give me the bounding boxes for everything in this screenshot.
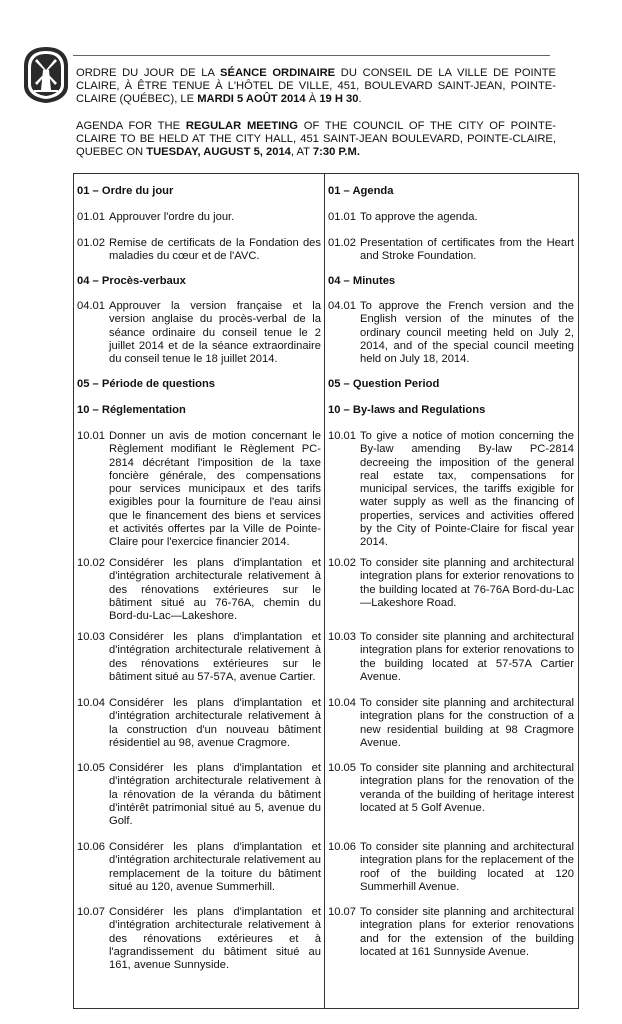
item-text: Approuver l'ordre du jour. [109, 211, 235, 223]
item-text: To consider site planning and architectural integration plans for the construction of a new residential building at 98 Cragmore Avenue. [360, 697, 574, 749]
header-rule [73, 55, 550, 56]
item-text: To consider site planning and architectural integration plans for exterior renovations to the building located at 57-57A Cartier Avenue. [360, 631, 574, 683]
item-text: To consider site planning and architectural integration plans for the renovation of the veranda of the building of heritage interest located at 5 Golf Avenue. [360, 762, 574, 814]
agenda-item [328, 237, 574, 264]
item-text: Considérer les plans d'implantation et d'intégration architecturale relativement à des rénovations extérieures sur le bâtiment situé au 57-57A, avenue Cartier. [109, 631, 321, 683]
item-text: Considérer les plans d'implantation et d'intégration architecturale relativement à la construction d'un nouveau bâtiment résidentiel au 98, avenue Cragmore. [109, 697, 321, 749]
agenda-item [77, 631, 321, 684]
agenda-item [328, 906, 574, 959]
section-heading: 05 – Question Period [328, 378, 440, 390]
item-number: 01.01 [77, 211, 105, 223]
agenda-item [77, 841, 321, 894]
agenda-item [328, 430, 574, 550]
agenda-item [77, 762, 321, 828]
agenda-item [77, 237, 321, 264]
agenda-item [77, 906, 321, 972]
agenda-item [77, 697, 321, 750]
item-text: Approuver la version française et la version anglaise du procès-verbal de la séance ordinaire du conseil tenue le 2 juillet 2014 et de la séance extraordinaire du conseil tenue le 18 juillet 2014. [109, 300, 321, 366]
agenda-item [328, 762, 574, 815]
item-number: 10.07 [328, 906, 356, 918]
agenda-item [328, 841, 574, 894]
item-text: Considérer les plans d'implantation et d'intégration architecturale relativement au remplacement de la toiture du bâtiment situé au 120, avenue Summerhill. [109, 841, 321, 893]
item-number: 10.06 [77, 841, 105, 853]
agenda-item [328, 300, 574, 366]
agenda-item [328, 631, 574, 684]
item-number: 10.03 [77, 631, 105, 643]
item-text: Donner un avis de motion concernant le Règlement modifiant le Règlement PC-2814 décrétant l'imposition de la taxe foncière générale, des compensations pour services municipaux et des tarifs exigibles pour la fourniture de l'eau ainsi que le financement des biens et services et activités offertes par la Ville de Pointe-Claire pour l'exercice financier 2014. [109, 430, 321, 549]
item-text: To consider site planning and architectural integration plans for exterior renovations to the building located at 76-76A Bord-du-Lac—Lakeshore Road. [360, 557, 574, 609]
agenda-item [328, 211, 574, 224]
item-text: Considérer les plans d'implantation et d'intégration architecturale relativement à la rénovation de la véranda du bâtiment d'intérêt patrimonial situé au 5, avenue du Golf. [109, 762, 321, 828]
item-text: Remise de certificats de la Fondation des maladies du cœur et de l'AVC. [109, 237, 321, 263]
agenda-item [77, 211, 321, 224]
agenda-item [77, 557, 321, 623]
item-text: Presentation of certificates from the Heart and Stroke Foundation. [360, 237, 574, 263]
item-number: 10.03 [328, 631, 356, 643]
item-number: 01.01 [328, 211, 356, 223]
item-text: To consider site planning and architectural integration plans for exterior renovations and for the extension of the building located at 161 Sunnyside Avenue. [360, 906, 574, 958]
item-text: To consider site planning and architectural integration plans for the replacement of the roof of the building located at 120 Summerhill Avenue. [360, 841, 574, 893]
agenda-item [77, 430, 321, 550]
item-text: To approve the French version and the English version of the minutes of the ordinary council meeting held on July 2, 2014, and of the special council meeting held on July 18, 2014. [360, 300, 574, 366]
agenda-item [77, 300, 321, 366]
section-heading: 04 – Minutes [328, 275, 396, 287]
section-heading: 10 – Réglementation [77, 404, 186, 416]
item-number: 01.02 [328, 237, 356, 249]
item-text: To give a notice of motion concerning the By-law amending By-law PC-2814 decreeing the imposition of the general real estate tax, compensations for municipal services, the tariffs exigible for water supply as well as the financing of properties, services and activities offered by the City of Pointe-Claire for fiscal year 2014. [360, 430, 574, 549]
item-number: 10.04 [77, 697, 105, 709]
item-number: 10.01 [77, 430, 105, 442]
item-number: 10.01 [328, 430, 356, 442]
item-number: 04.01 [77, 300, 105, 312]
item-text: Considérer les plans d'implantation et d'intégration architecturale relativement à des rénovations extérieures sur le bâtiment situé au 76-76A, chemin du Bord-du-Lac—Lakeshore. [109, 557, 321, 623]
city-logo [22, 46, 70, 104]
item-number: 04.01 [328, 300, 356, 312]
agenda-item [328, 697, 574, 750]
item-number: 10.04 [328, 697, 356, 709]
item-text: Considérer les plans d'implantation et d'intégration architecturale relativement à des rénovations extérieures et à l'agrandissement du bâtiment situé au 161, avenue Sunnyside. [109, 906, 321, 972]
item-number: 10.05 [328, 762, 356, 774]
header-french: ORDRE DU JOUR DE LA SÉANCE ORDINAIRE DU CONSEIL DE LA VILLE DE POINTE CLAIRE, À ÊTRE TENUE À L'HÔTEL DE VILLE, 451, BOULEVARD SAINT-JEAN, POINTE-CLAIRE (QUÉBEC), LE MARDI 5 AOÛT 2014 À 19 H 30. [76, 67, 557, 106]
item-number: 10.06 [328, 841, 356, 853]
item-number: 10.07 [77, 906, 105, 918]
section-heading: 01 – Agenda [328, 185, 394, 197]
item-number: 10.05 [77, 762, 105, 774]
item-number: 10.02 [77, 557, 105, 569]
column-divider [324, 173, 325, 1009]
section-heading: 05 – Période de questions [77, 378, 216, 390]
section-heading: 10 – By-laws and Regulations [328, 404, 486, 416]
agenda-item [328, 557, 574, 610]
item-number: 01.02 [77, 237, 105, 249]
header-english: AGENDA FOR THE REGULAR MEETING OF THE COUNCIL OF THE CITY OF POINTE-CLAIRE TO BE HELD AT THE CITY HALL, 451 SAINT-JEAN BOULEVARD, POINTE-CLAIRE, QUEBEC ON TUESDAY, AUGUST 5, 2014, AT 7:30 P.M. [76, 120, 557, 159]
item-text: To approve the agenda. [360, 211, 478, 223]
section-heading: 01 – Ordre du jour [77, 185, 174, 197]
item-number: 10.02 [328, 557, 356, 569]
section-heading: 04 – Procès-verbaux [77, 275, 186, 287]
